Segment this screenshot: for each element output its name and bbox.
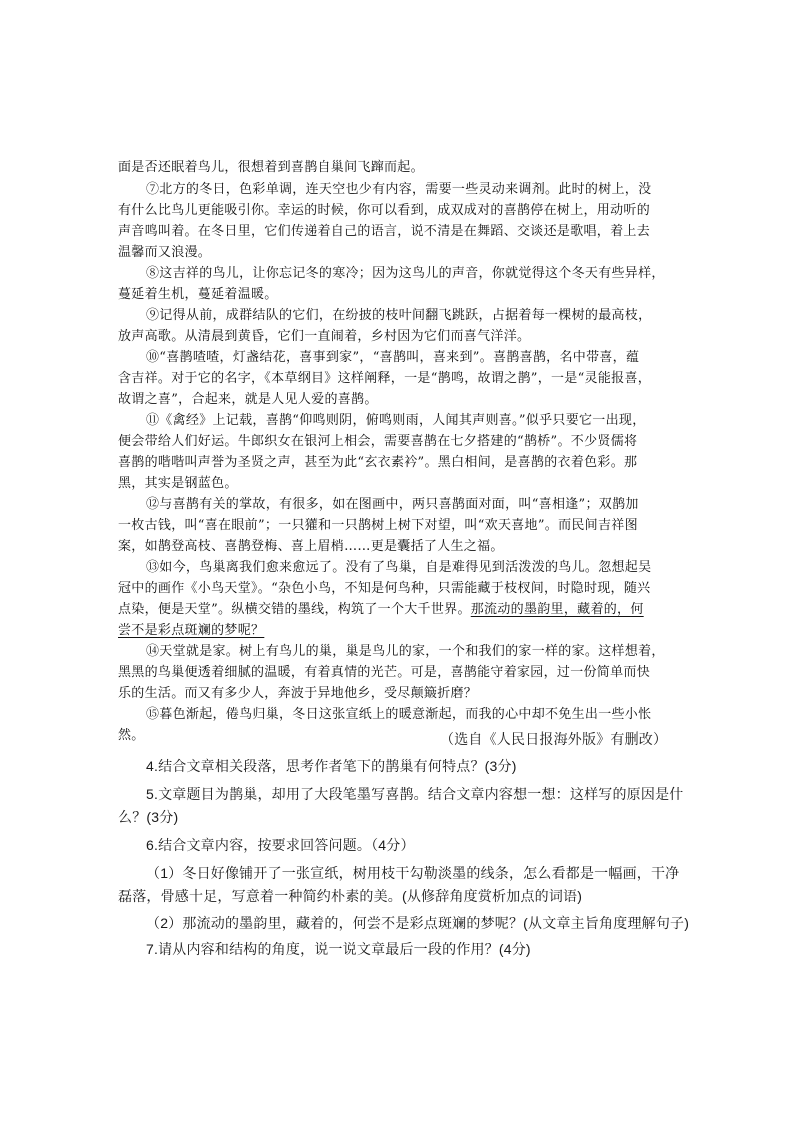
question-6-1: （1）冬日好像铺开了一张宣纸，树用枝干勾勒淡墨的线条，怎么看都是一幅画，干净 — [146, 865, 680, 881]
underlined-sentence: 那流动的墨韵里，藏着的，何 — [470, 602, 644, 617]
article-line: 案，如鹊登高枝、喜鹊登梅、喜上眉梢……更是囊括了人生之福。 — [118, 539, 504, 554]
question-6-1-cont: 磊落，骨感十足，写意着一种简约朴素的美。(从修辞角度赏析加点的词语) — [118, 888, 583, 904]
paragraph-7: ⑦北方的冬日，色彩单调，连天空也少有内容，需要一些灵动来调剂。此时的树上，没 — [146, 182, 652, 197]
article-line: 一枚古钱，叫“喜在眼前”；一只獾和一只鹊树上树下对望，叫“欢天喜地”。而民间吉祥图 — [118, 518, 638, 533]
question-7: 7.请从内容和结构的角度，说一说文章最后一段的作用？(4分) — [146, 941, 531, 957]
paragraph-9: ⑨记得从前，成群结队的它们，在纷披的枝叶间翻飞跳跃，占据着每一棵树的最高枝， — [146, 308, 652, 323]
question-6: 6.结合文章内容，按要求回答问题。（4分） — [146, 837, 415, 853]
article-line: 黑，其实是钢蓝色。 — [118, 476, 238, 491]
paragraph-11: ⑪《禽经》上记载，喜鹊“仰鸣则阴，俯鸣则雨，人闻其声则喜。”似乎只要它一出现， — [146, 413, 646, 428]
paragraph-10: ⑩“喜鹊喳喳，灯盏结花，喜事到家”，“喜鹊叫，喜来到”。喜鹊喜鹊，名中带喜，蕴 — [146, 350, 640, 365]
article-line: 便会带给人们好运。牛郎织女在银河上相会，需要喜鹊在七夕搭建的“鹊桥”。不少贤儒将 — [118, 434, 638, 449]
article-line: 黑黑的鸟巢便透着细腻的温暖，有着真情的光芒。可是，喜鹊能守着家园，过一份简单而快 — [118, 665, 651, 680]
question-5-cont: 么？(3分) — [118, 809, 179, 825]
paragraph-12: ⑫与喜鹊有关的掌故，有很多，如在图画中，两只喜鹊面对面，叫“喜相逢”；双鹊加 — [146, 497, 639, 512]
question-6-2: （2）那流动的墨韵里，藏着的，何尝不是彩点斑斓的梦呢？(从文章主旨角度理解句子) — [146, 915, 690, 931]
article-line: 喜鹊的喈喈叫声誉为圣贤之声，甚至为此“玄衣素衿”。黑白相间，是喜鹊的衣着色彩。那 — [118, 455, 638, 470]
article-line: 放声高歌。从清晨到黄昏，它们一直闹着，乡村因为它们而喜气洋洋。 — [118, 329, 531, 344]
article-line — [118, 600, 644, 620]
article-line: 然。 — [118, 728, 145, 743]
article-line: 温馨而又浪漫。 — [118, 245, 212, 260]
paragraph-8: ⑧这吉祥的鸟儿，让你忘记冬的寒冷；因为这鸟儿的声音，你就觉得这个冬天有些异样， — [146, 266, 665, 281]
article-line: 乐的生活。而又有多少人，奔波于异地他乡，受尽颠簸折磨？ — [118, 686, 478, 701]
question-4: 4.结合文章相关段落，思考作者笔下的鹊巢有何特点？(3分) — [146, 758, 517, 774]
article-line: 有什么比鸟儿更能吸引你。幸运的时候，你可以看到，成双成对的喜鹊停在树上，用动听的 — [118, 203, 651, 218]
article-line: 蔓延着生机，蔓延着温暖。 — [118, 287, 278, 302]
paragraph-14: ⑭天堂就是家。树上有鸟儿的巢，巢是鸟儿的家，一个和我们的家一样的家。这样想着， — [146, 644, 665, 659]
article-line-text: 点染，便是天堂”。纵横交错的墨线，构筑了一个大千世界。 — [118, 602, 471, 617]
article-line: 面是否还眠着鸟儿，很想着到喜鹊自巢间飞蹿而起。 — [118, 160, 424, 175]
paragraph-13: ⑬如今，鸟巢离我们愈来愈远了。没有了鸟巢，自是难得见到活泼泼的鸟儿。忽想起吴 — [146, 560, 652, 575]
article-line: 声音鸣叫着。在冬日里，它们传递着自己的语言，说不清是在舞蹈、交谈还是歌唱，着上去 — [118, 224, 651, 239]
question-5: 5.文章题目为鹊巢，却用了大段笔墨写喜鹊。结合文章内容想一想：这样写的原因是什 — [146, 786, 684, 802]
article-line: 故谓之喜”，合起来，就是人见人爱的喜鹊。 — [118, 392, 378, 407]
article-line: 含吉祥。对于它的名字，《本草纲目》这样阐释，一是“鹊鸣，故谓之鹊”，一是“灵能报喜， — [118, 371, 652, 386]
article-source: （选自《人民日报海外版》有删改） — [440, 731, 668, 747]
article-line: 冠中的画作《小鸟天堂》。“杂色小鸟，不知是何鸟种，只需能藏于枝杈间，时隐时现，随兴 — [118, 581, 651, 596]
underlined-sentence-end: 尝不是彩点斑斓的梦呢？ — [118, 623, 265, 638]
paragraph-15: ⑮暮色渐起，倦鸟归巢，冬日这张宣纸上的暖意渐起，而我的心中却不免生出一些小怅 — [146, 707, 652, 722]
